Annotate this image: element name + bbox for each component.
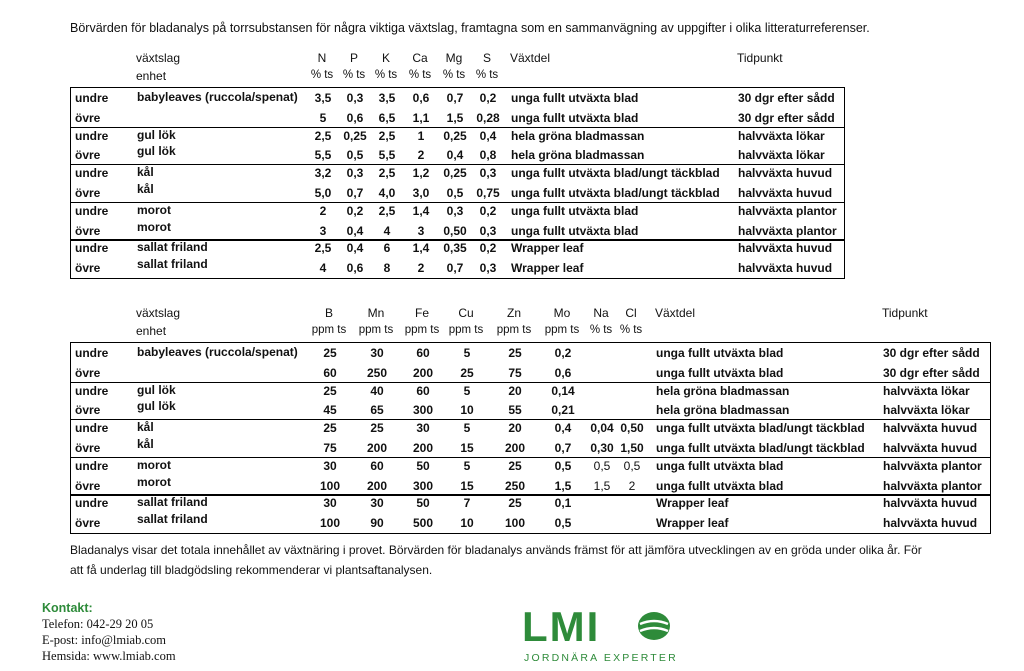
row-level: övre [75,403,101,418]
row-level: övre [75,148,101,163]
row-value-5: 0,28 [476,110,500,125]
row-part: unga fullt utväxta blad [656,346,784,360]
row-level: övre [75,186,101,200]
row-crop: sallat friland [137,240,208,255]
row-value-1: 60 [370,458,384,473]
row-time: 30 dgr efter sådd [883,365,980,380]
header-col-7: Cl [625,306,637,320]
row-part: unga fullt utväxta blad [656,365,784,380]
row-level: övre [75,261,101,276]
row-value-3: 1,4 [412,203,430,218]
row-value-1: 0,5 [346,148,364,163]
row-crop: gul lök [137,382,176,397]
row-value-4: 25 [508,496,522,511]
row-value-0: 2 [319,203,327,218]
header-unit-5: % ts [475,69,499,81]
row-value-2: 4 [383,223,391,238]
header-col-1: Mn [367,306,385,320]
row-part: unga fullt utväxta blad [656,478,784,493]
lmi-logo [520,606,680,666]
row-crop: gul lök [137,144,176,159]
row-part: unga fullt utväxta blad [511,203,639,218]
row-crop: kål [137,182,154,196]
leaf-icon [638,612,670,640]
row-value-0: 5,5 [314,148,332,163]
row-value-3: 10 [460,516,474,531]
row-value-0: 30 [323,458,337,473]
row-part: hela gröna bladmassan [511,148,645,163]
row-time: 30 dgr efter sådd [883,346,980,360]
row-time: halvväxta plantor [738,223,837,238]
table-row [71,202,844,221]
row-value-0: 100 [319,478,341,493]
table-row [71,344,990,363]
table-row [71,382,990,401]
row-value-2: 50 [416,458,430,473]
row-value-2: 2,5 [378,128,396,143]
row-value-7: 0,50 [620,421,644,436]
header-unit-3: % ts [408,69,432,81]
row-part: unga fullt utväxta blad/ungt täckblad [511,166,720,181]
row-value-4: 0,3 [446,203,464,218]
header-unit-4: % ts [442,69,466,81]
row-value-2: 500 [412,516,434,531]
row-value-6: 0,5 [593,458,611,473]
row-part: hela gröna bladmassan [656,383,790,398]
row-time: halvväxta huvud [738,166,833,181]
row-value-4: 0,5 [446,186,464,200]
row-value-1: 30 [370,496,384,511]
header-enhet: enhet [136,69,167,83]
row-value-5: 0,4 [479,128,497,143]
row-value-5: 0,3 [479,166,497,181]
header-col-2: Fe [414,306,429,320]
row-value-5: 0,5 [554,516,572,531]
row-value-1: 0,6 [346,110,364,125]
row-value-1: 0,4 [346,241,364,256]
row-value-3: 3,0 [412,186,430,200]
row-value-6: 0,30 [590,441,614,455]
row-level: undre [75,458,109,473]
row-value-1: 0,3 [346,166,364,181]
row-crop: gul lök [137,399,176,414]
row-part: unga fullt utväxta blad/ungt täckblad [656,421,865,436]
row-value-2: 50 [416,496,430,511]
row-value-5: 0,2 [479,241,497,256]
row-value-3: 3 [417,223,425,238]
row-value-2: 3,5 [378,91,396,105]
header-unit-0: ppm ts [311,324,347,336]
row-time: halvväxta lökar [883,383,970,398]
row-value-3: 1 [417,128,425,143]
table-row [71,513,990,532]
row-value-3: 2 [417,261,425,276]
row-level: undre [75,241,109,256]
header-tidpunkt: Tidpunkt [882,306,928,320]
header-unit-1: % ts [342,69,366,81]
header-unit-4: ppm ts [496,324,532,336]
table-row [71,164,844,183]
row-level: övre [75,516,101,531]
row-value-3: 1,4 [412,241,430,256]
contact-email[interactable]: E-post: info@lmiab.com [42,633,166,647]
header-unit-0: % ts [310,69,334,81]
row-crop: morot [137,474,171,489]
row-value-2: 300 [412,403,434,418]
row-value-3: 5 [463,458,471,473]
row-value-4: 100 [504,516,526,531]
header-tidpunkt: Tidpunkt [737,51,783,65]
row-value-0: 100 [319,516,341,531]
table-row [71,239,844,258]
row-value-1: 0,7 [346,186,364,200]
row-value-7: 2 [628,478,636,493]
table-row [71,476,990,495]
row-level: övre [75,110,101,125]
row-value-1: 200 [366,441,388,455]
row-value-2: 30 [416,421,430,436]
row-time: halvväxta huvud [883,441,978,455]
row-crop: sallat friland [137,257,208,272]
header-unit-6: % ts [589,324,613,336]
header-col-0: N [317,51,327,65]
logo-tagline: JORDNÄRA EXPERTER [524,652,678,664]
header-vaxtdel: Växtdel [655,306,696,320]
row-value-3: 5 [463,383,471,398]
table-row [71,145,844,164]
row-value-0: 60 [323,365,337,380]
row-part: unga fullt utväxta blad [511,110,639,125]
contact-web[interactable]: Hemsida: www.lmiab.com [42,649,176,663]
row-value-2: 6 [383,241,391,256]
header-col-2: K [381,51,390,65]
row-value-4: 20 [508,421,522,436]
table-row [71,494,990,513]
row-value-1: 25 [370,421,384,436]
row-value-3: 5 [463,421,471,436]
row-time: halvväxta plantor [738,203,837,218]
header-col-4: Zn [506,306,521,320]
row-value-4: 20 [508,383,522,398]
row-time: halvväxta huvud [738,186,833,200]
row-value-1: 90 [370,516,384,531]
row-value-4: 0,50 [443,223,467,238]
row-part: Wrapper leaf [511,241,584,256]
row-value-4: 55 [508,403,522,418]
table-row [71,127,844,146]
row-value-5: 0,75 [476,186,500,200]
row-crop: kål [137,165,154,180]
row-crop: babyleaves (ruccola/spenat) [137,345,298,359]
row-value-4: 0,7 [446,91,464,105]
row-time: halvväxta lökar [738,148,825,163]
logo-text: LMI [522,606,601,650]
table-row [71,221,844,240]
row-value-0: 2,5 [314,241,332,256]
header-col-3: Cu [458,306,474,320]
table-row [71,183,844,202]
table-row [71,258,844,277]
row-value-5: 0,8 [479,148,497,163]
row-level: undre [75,383,109,398]
row-time: halvväxta lökar [738,128,825,143]
row-part: Wrapper leaf [656,496,729,511]
row-part: unga fullt utväxta blad [511,223,639,238]
row-value-4: 25 [508,458,522,473]
row-crop: sallat friland [137,495,208,510]
row-value-4: 0,25 [443,128,467,143]
row-value-2: 6,5 [378,110,396,125]
row-crop: morot [137,457,171,472]
row-value-0: 75 [323,441,337,455]
row-value-1: 250 [366,365,388,380]
row-value-4: 0,35 [443,241,467,256]
table-row [71,457,990,476]
row-value-0: 3,5 [314,91,332,105]
row-value-6: 0,04 [590,421,614,436]
row-value-5: 0,21 [551,403,575,418]
row-part: hela gröna bladmassan [511,128,645,143]
row-time: halvväxta lökar [883,403,970,418]
row-value-0: 25 [323,421,337,436]
row-value-3: 1,2 [412,166,430,181]
table-row [71,108,844,127]
table-row [71,400,990,419]
row-value-0: 2,5 [314,128,332,143]
row-part: Wrapper leaf [511,261,584,276]
row-value-4: 1,5 [446,110,464,125]
table-body [70,87,845,279]
row-part: unga fullt utväxta blad [656,458,784,473]
header-col-4: Mg [445,51,463,65]
row-crop: morot [137,219,171,234]
row-value-1: 0,25 [343,128,367,143]
row-value-5: 0,2 [479,91,497,105]
row-level: övre [75,365,101,380]
row-value-0: 3,2 [314,166,332,181]
row-value-3: 5 [463,346,471,360]
row-crop: babyleaves (ruccola/spenat) [137,90,298,104]
row-value-3: 25 [460,365,474,380]
row-value-7: 0,5 [623,458,641,473]
row-value-1: 0,2 [346,203,364,218]
row-value-5: 0,2 [554,346,572,360]
header-col-6: Na [593,306,609,320]
row-time: 30 dgr efter sådd [738,110,835,125]
row-value-6: 1,5 [593,478,611,493]
row-value-1: 0,3 [346,91,364,105]
row-level: undre [75,203,109,218]
row-time: halvväxta huvud [738,261,833,276]
row-value-1: 0,6 [346,261,364,276]
row-value-4: 0,4 [446,148,464,163]
row-value-1: 0,4 [346,223,364,238]
row-value-0: 4 [319,261,327,276]
row-value-5: 0,5 [554,458,572,473]
table-row [71,363,990,382]
row-level: undre [75,496,109,511]
row-value-2: 200 [412,441,434,455]
row-value-0: 5 [319,110,327,125]
table-row [71,438,990,457]
row-crop: sallat friland [137,512,208,527]
row-part: unga fullt utväxta blad/ungt täckblad [656,441,865,455]
table-row [71,419,990,438]
row-value-4: 200 [504,441,526,455]
row-value-7: 1,50 [620,441,644,455]
row-value-1: 30 [370,346,384,360]
row-time: halvväxta plantor [883,478,982,493]
header-col-1: P [349,51,358,65]
row-value-2: 60 [416,346,430,360]
header-col-5: S [482,51,491,65]
row-value-5: 1,5 [554,478,572,493]
row-value-2: 300 [412,478,434,493]
row-value-1: 40 [370,383,384,398]
row-part: unga fullt utväxta blad [511,91,639,105]
header-unit-3: ppm ts [448,324,484,336]
row-value-2: 4,0 [378,186,396,200]
row-value-2: 8 [383,261,391,276]
row-value-4: 0,25 [443,166,467,181]
row-part: Wrapper leaf [656,516,729,531]
header-vaxtdel: Växtdel [510,51,551,65]
row-value-2: 200 [412,365,434,380]
row-value-4: 75 [508,365,522,380]
row-level: undre [75,166,109,181]
row-time: halvväxta huvud [883,496,978,511]
row-level: övre [75,478,101,493]
row-level: undre [75,421,109,436]
lmi-logo-graphic [520,606,680,666]
row-part: unga fullt utväxta blad/ungt täckblad [511,186,720,200]
row-value-5: 0,4 [554,421,572,436]
row-value-0: 3 [319,223,327,238]
contact-block [42,600,176,664]
row-time: halvväxta plantor [883,458,982,473]
row-value-3: 15 [460,441,474,455]
row-value-4: 0,7 [446,261,464,276]
row-value-2: 5,5 [378,148,396,163]
row-crop: kål [137,437,154,451]
contact-title: Kontakt: [42,601,93,615]
row-value-0: 45 [323,403,337,418]
header-unit-5: ppm ts [544,324,580,336]
row-value-5: 0,14 [551,383,575,398]
row-value-5: 0,6 [554,365,572,380]
intro-text: Börvärden för bladanalys på torrsubstansen för några viktiga växtslag, framtagna som en sammanvägning av uppgifter i olika litteraturreferenser. [70,21,870,35]
row-value-2: 2,5 [378,166,396,181]
row-value-3: 15 [460,478,474,493]
row-level: undre [75,346,109,360]
row-value-3: 2 [417,148,425,163]
header-vaxtslag: växtslag [136,306,181,320]
row-time: halvväxta huvud [883,516,978,531]
row-value-5: 0,2 [479,203,497,218]
row-value-1: 200 [366,478,388,493]
row-value-0: 25 [323,383,337,398]
table-row [71,89,844,108]
row-value-3: 10 [460,403,474,418]
row-part: hela gröna bladmassan [656,403,790,418]
row-time: halvväxta huvud [738,241,833,256]
row-level: övre [75,441,101,455]
row-value-5: 0,3 [479,261,497,276]
header-col-0: B [324,306,333,320]
row-time: halvväxta huvud [883,421,978,436]
row-value-3: 7 [463,496,471,511]
contact-phone: Telefon: 042-29 20 05 [42,617,154,631]
header-unit-2: % ts [374,69,398,81]
row-value-0: 5,0 [314,186,332,200]
row-crop: gul lök [137,127,176,142]
row-value-4: 25 [508,346,522,360]
row-crop: morot [137,202,171,217]
header-col-3: Ca [412,51,428,65]
row-level: övre [75,223,101,238]
row-crop: kål [137,420,154,435]
row-value-2: 2,5 [378,203,396,218]
table-body [70,342,991,534]
header-unit-7: % ts [619,324,643,336]
row-value-5: 0,7 [554,441,572,455]
row-value-1: 65 [370,403,384,418]
row-value-3: 0,6 [412,91,430,105]
row-value-5: 0,3 [479,223,497,238]
header-unit-1: ppm ts [358,324,394,336]
row-value-0: 30 [323,496,337,511]
note-line-2: att få underlag till bladgödsling rekommenderar vi plantsaftanalysen. [70,563,433,577]
note-line-1: Bladanalys visar det totala innehållet av växtnäring i provet. Börvärden för bladanalys används främst för att jämföra utvecklingen av en gröda under olika år. För [70,543,922,557]
header-unit-2: ppm ts [404,324,440,336]
row-value-4: 250 [504,478,526,493]
row-value-3: 1,1 [412,110,430,125]
row-value-2: 60 [416,383,430,398]
row-level: undre [75,128,109,143]
row-level: undre [75,91,109,105]
row-value-5: 0,1 [554,496,572,511]
row-time: 30 dgr efter sådd [738,91,835,105]
header-enhet: enhet [136,324,167,338]
header-vaxtslag: växtslag [136,51,181,65]
row-value-0: 25 [323,346,337,360]
header-col-5: Mo [553,306,571,320]
